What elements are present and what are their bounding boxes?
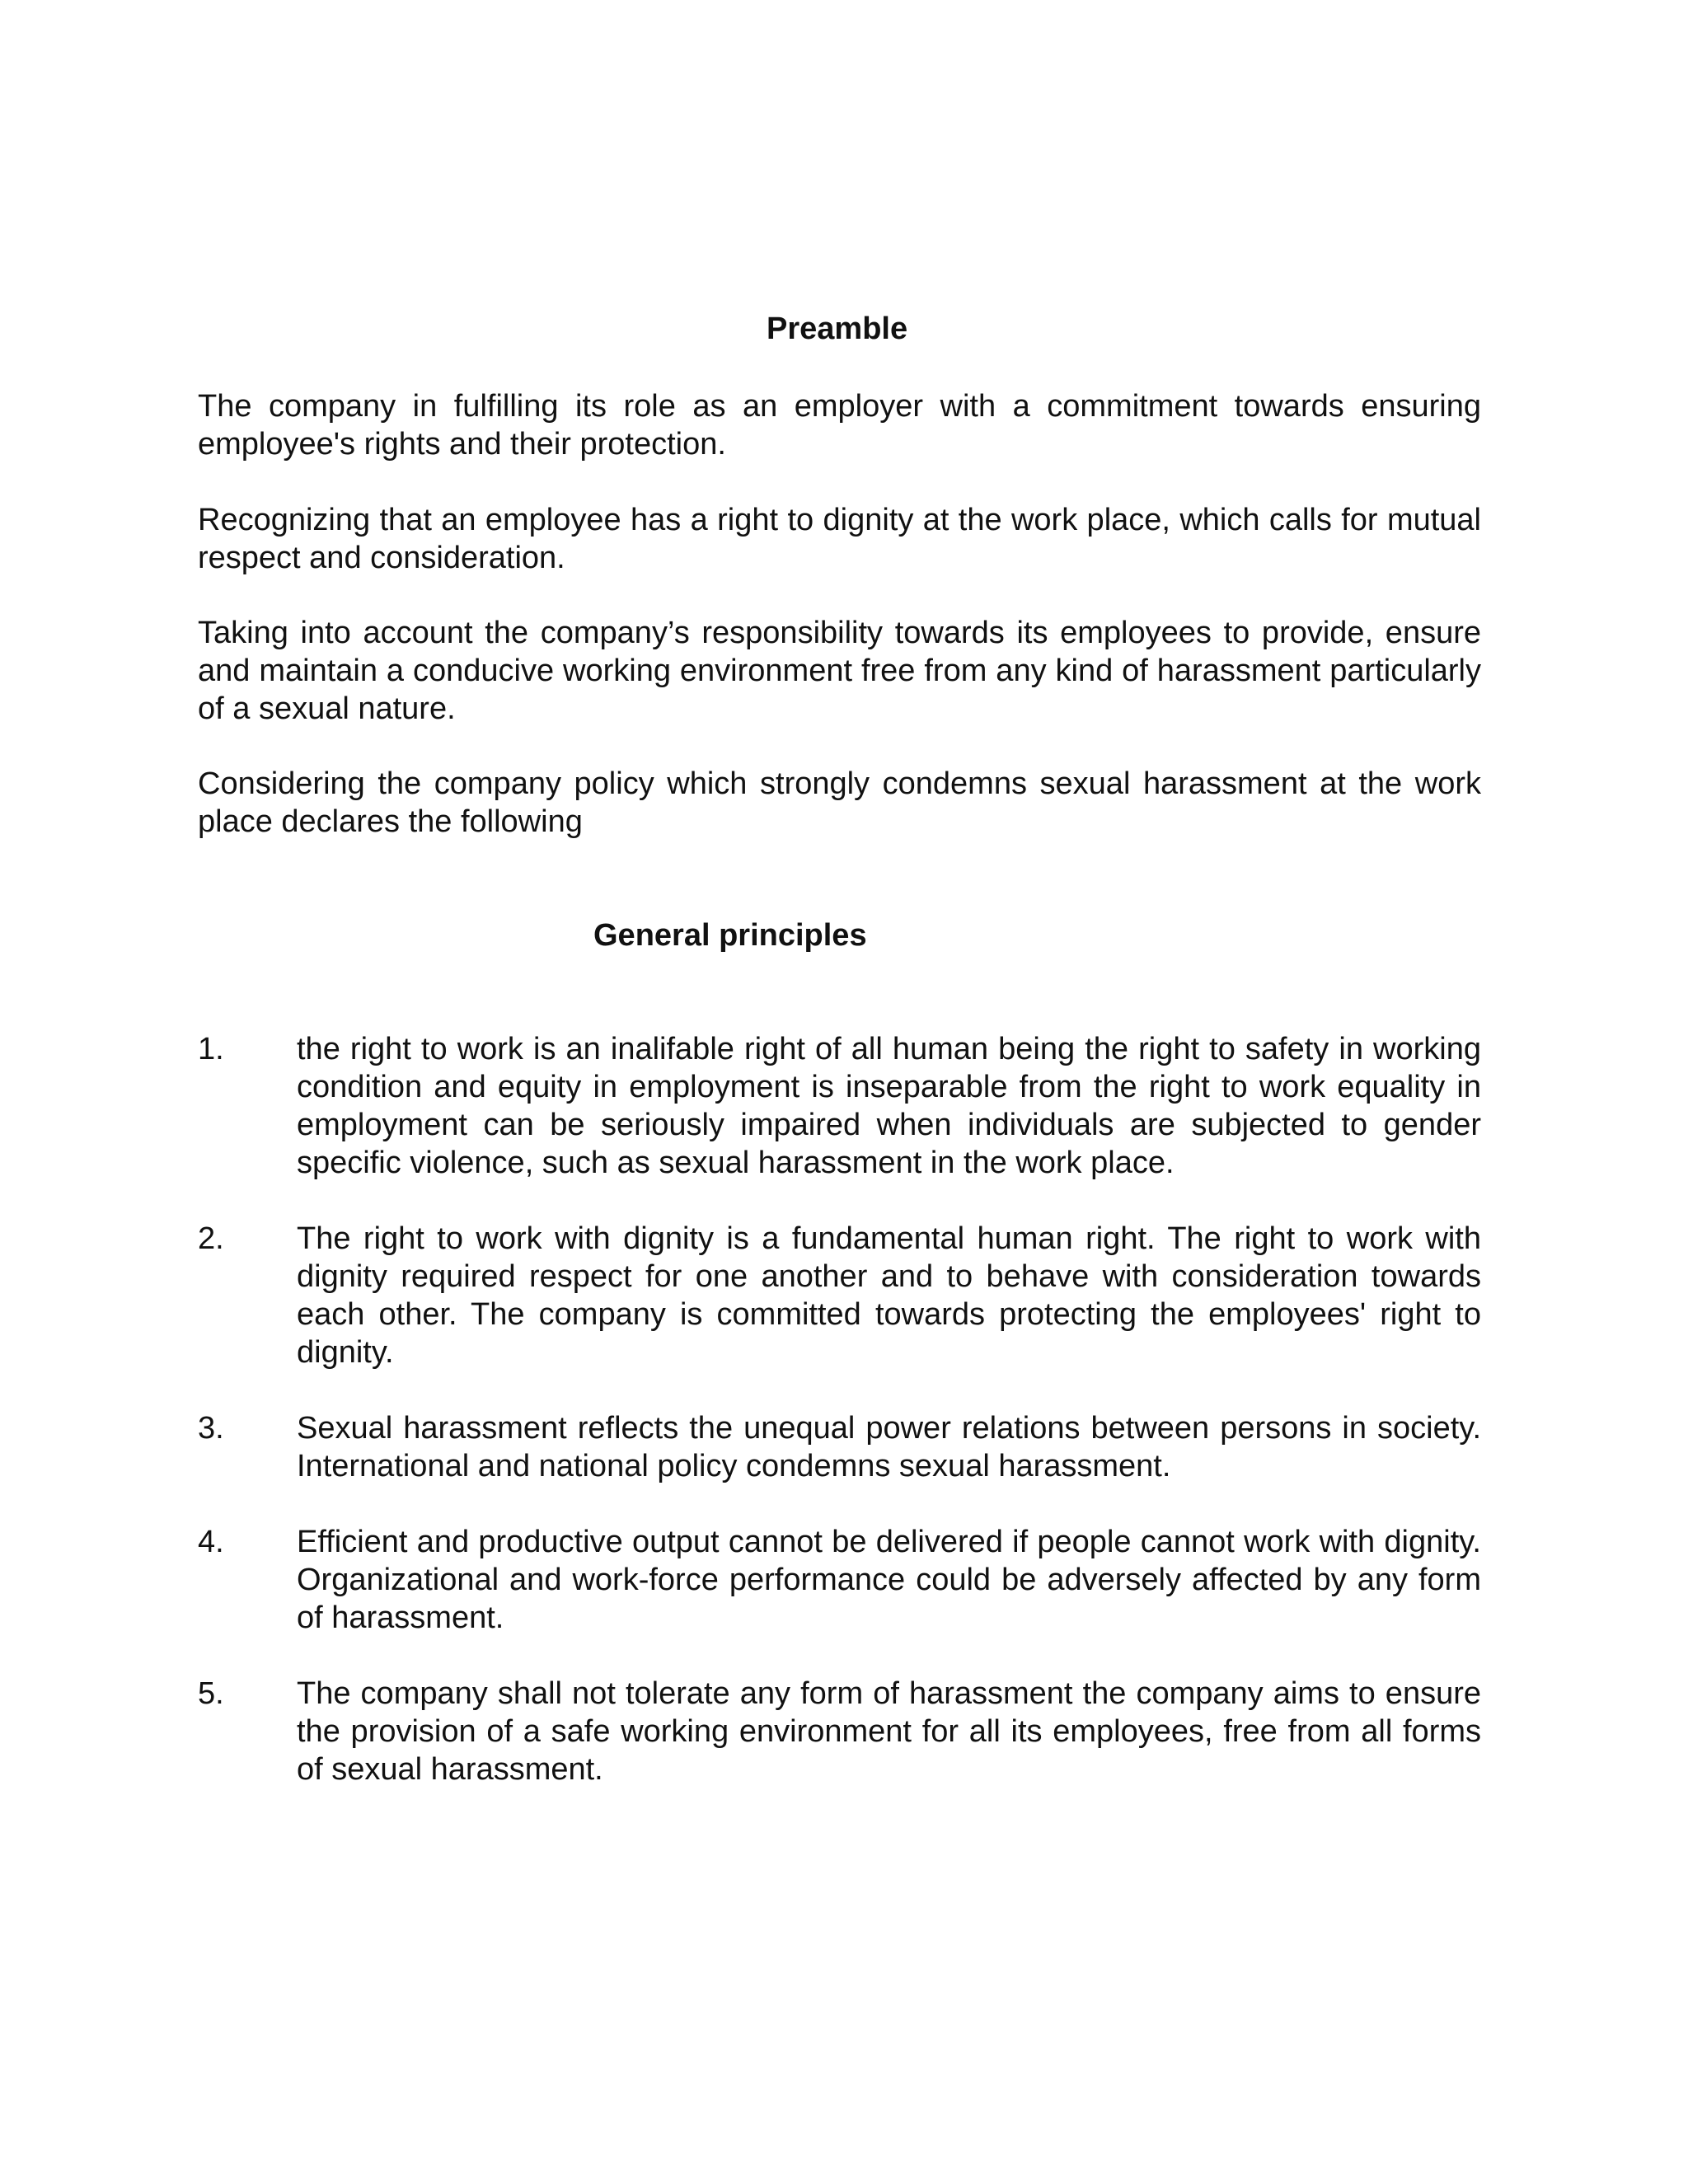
principle-number: 4.	[198, 1525, 224, 1559]
preamble-paragraph: Considering the company policy which strongly condemns sexual harassment at the work place declares the following	[198, 766, 1481, 839]
preamble-paragraph: Taking into account the company’s responsibility towards its employees to provide, ensure and maintain a conducive working environment free from any kind of harassment particularly of a sexual nature.	[198, 616, 1481, 726]
principle-text: Efficient and productive output cannot be delivered if people cannot work with dignity. Organizational and work-force performance could be adversely affected by any form of harassment.	[297, 1525, 1481, 1635]
principle-item	[198, 1220, 1481, 1371]
principle-item	[198, 1409, 1481, 1485]
principle-text: The right to work with dignity is a fundamental human right. The right to work with dignity required respect for one another and to behave with consideration towards each other. The company is committed towards protecting the employees' right to dignity.	[297, 1221, 1481, 1370]
principle-text: the right to work is an inalifable right of all human being the right to safety in working condition and equity in employment is inseparable from the right to work equality in employment can be seriously impaired when individuals are subjected to gender specific violence, such as sexual harassment in the work place.	[297, 1032, 1481, 1180]
general-principles-heading: General principles	[593, 918, 867, 953]
principle-number: 3.	[198, 1411, 224, 1446]
preamble-paragraph: Recognizing that an employee has a right to dignity at the work place, which calls for mutual respect and consideration.	[198, 503, 1481, 575]
principle-item	[198, 1675, 1481, 1788]
principle-number: 2.	[198, 1221, 224, 1256]
preamble-heading: Preamble	[767, 312, 908, 346]
principle-number: 1.	[198, 1032, 224, 1066]
principle-item	[198, 1523, 1481, 1637]
preamble-paragraph: The company in fulfilling its role as an employer with a commitment towards ensuring employee's rights and their protection.	[198, 389, 1481, 462]
principle-item	[198, 1030, 1481, 1182]
principles-list	[198, 1030, 1481, 1826]
principle-text: The company shall not tolerate any form of harassment the company aims to ensure the provision of a safe working environment for all its employees, free from all forms of sexual harassment.	[297, 1676, 1481, 1787]
principle-number: 5.	[198, 1676, 224, 1711]
principle-text: Sexual harassment reflects the unequal power relations between persons in society. International and national policy condemns sexual harassment.	[297, 1411, 1481, 1483]
